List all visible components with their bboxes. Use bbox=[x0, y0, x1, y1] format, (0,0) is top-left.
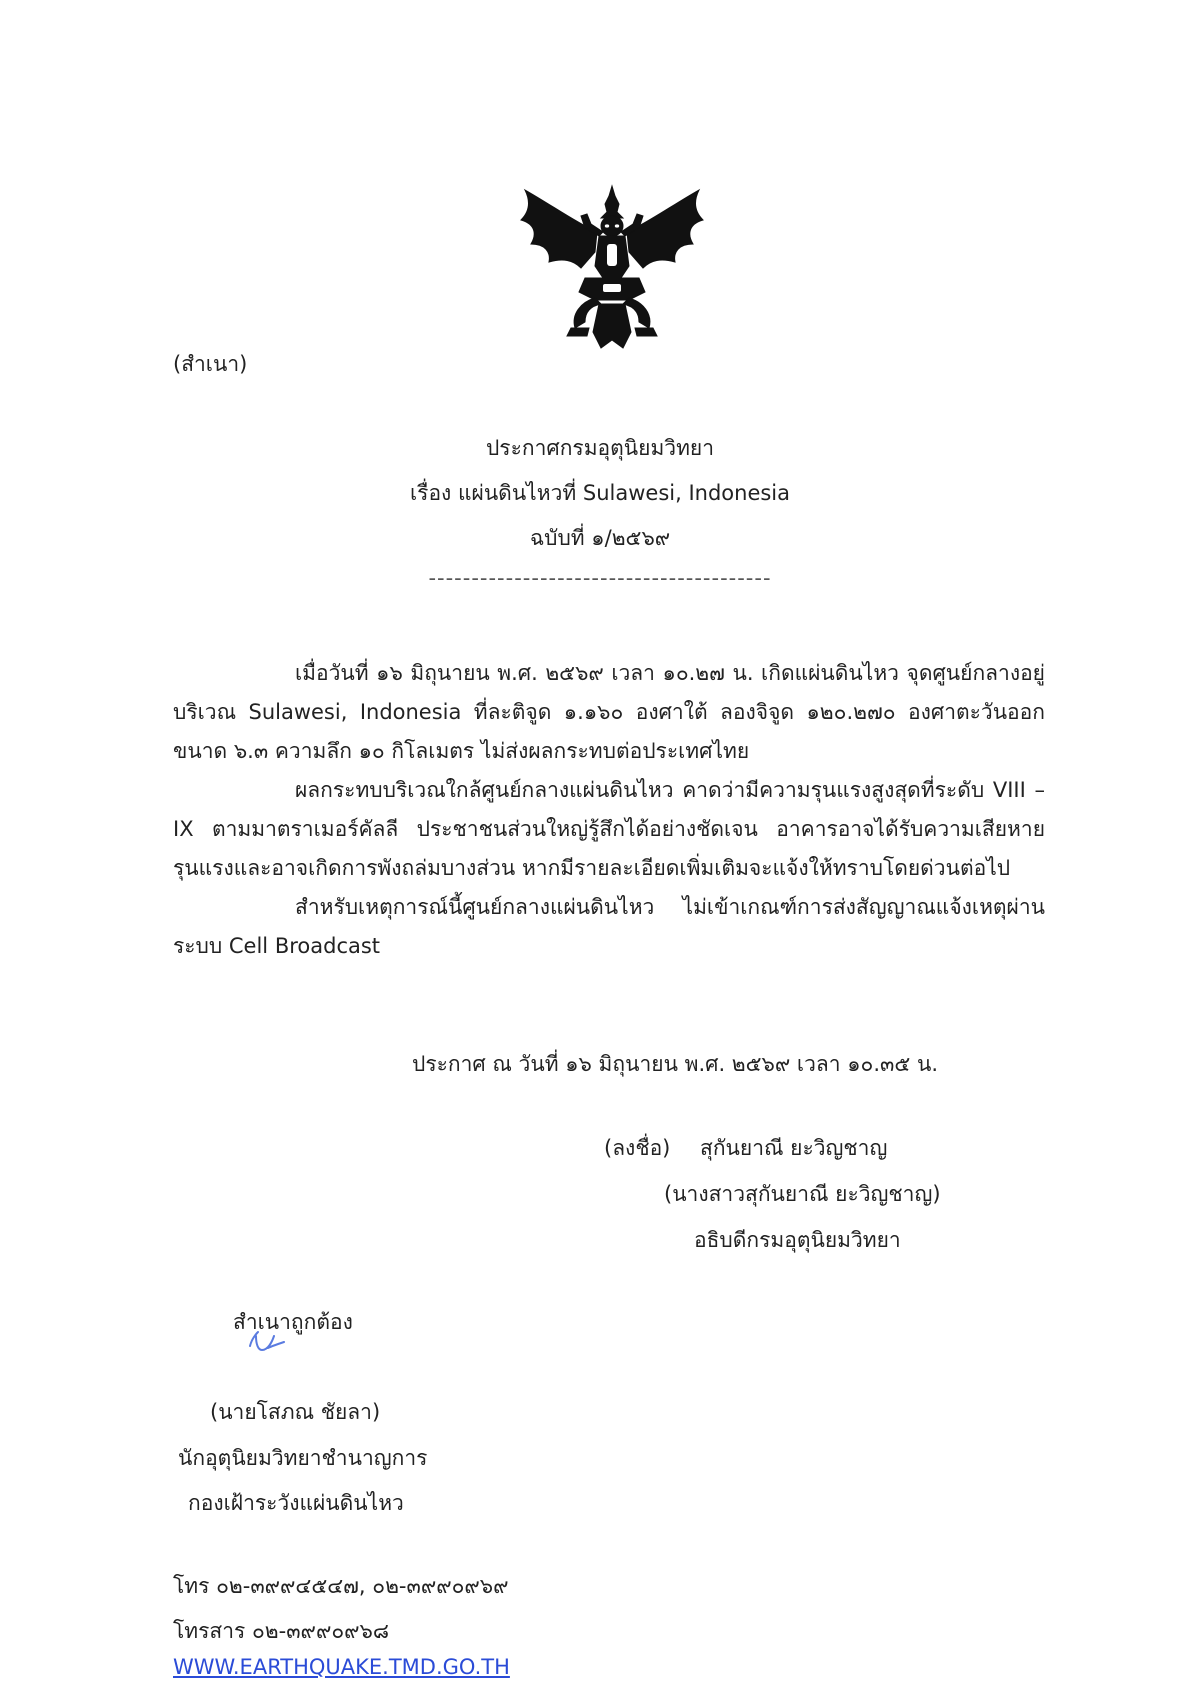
heading-divider: ---------------------------------------- bbox=[428, 566, 772, 590]
website-link[interactable]: WWW.EARTHQUAKE.TMD.GO.TH bbox=[173, 1655, 510, 1679]
body-paragraph-3: สำหรับเหตุการณ์นี้ศูนย์กลางแผ่นดินไหว ไม่เข้าเกณฑ์การส่งสัญญาณแจ้งเหตุผ่านระบบ Cell Broadcast bbox=[173, 895, 1045, 958]
certifier-name: (นายโสภณ ชัยลา) bbox=[210, 1400, 381, 1424]
signatory-name: สุกันยาณี ยะวิญชาญ bbox=[700, 1136, 888, 1160]
certified-copy-label: สำเนาถูกต้อง bbox=[233, 1310, 353, 1334]
signature-label: (ลงชื่อ) bbox=[604, 1136, 671, 1160]
certifier-division: กองเฝ้าระวังแผ่นดินไหว bbox=[188, 1491, 404, 1515]
announcement-subject: เรื่อง แผ่นดินไหวที่ Sulawesi, Indonesia bbox=[409, 481, 791, 505]
contact-fax: โทรสาร ๐๒-๓๙๙๐๙๖๘ bbox=[173, 1619, 390, 1643]
garuda-emblem bbox=[515, 182, 710, 354]
announcement-number: ฉบับที่ ๑/๒๕๖๙ bbox=[529, 526, 671, 550]
announcement-title: ประกาศกรมอุตุนิยมวิทยา bbox=[485, 436, 715, 460]
body-paragraph-2: ผลกระทบบริเวณใกล้ศูนย์กลางแผ่นดินไหว คาดว่ามีความรุนแรงสูงสุดที่ระดับ VIII – IX ตามมาตราเมอร์คัลลี ประชาชนส่วนใหญ่รู้สึกได้อย่างชัดเจน อาคารอาจได้รับความเสียหายรุนแรงและอาจเกิดการพังถล่มบางส่วน หากมีรายละเอียดเพิ่มเติมจะแจ้งให้ทราบโดยด่วนต่อไป bbox=[173, 778, 1045, 880]
signatory-position: อธิบดีกรมอุตุนิยมวิทยา bbox=[694, 1228, 901, 1252]
copy-mark: (สำเนา) bbox=[173, 352, 248, 376]
signatory-full-name: (นางสาวสุกันยาณี ยะวิญชาญ) bbox=[664, 1182, 941, 1206]
handwritten-initial bbox=[244, 1326, 288, 1356]
contact-phone: โทร ๐๒-๓๙๙๔๕๔๗, ๐๒-๓๙๙๐๙๖๙ bbox=[173, 1574, 509, 1598]
certifier-position: นักอุตุนิยมวิทยาชำนาญการ bbox=[178, 1446, 428, 1470]
announce-date: ประกาศ ณ วันที่ ๑๖ มิถุนายน พ.ศ. ๒๕๖๙ เวลา ๑๐.๓๕ น. bbox=[412, 1052, 939, 1076]
body-paragraph-1: เมื่อวันที่ ๑๖ มิถุนายน พ.ศ. ๒๕๖๙ เวลา ๑๐.๒๗ น. เกิดแผ่นดินไหว จุดศูนย์กลางอยู่บริเวณ Sulawesi, Indonesia ที่ละติจูด ๑.๑๖๐ องศาใต้ ลองจิจูด ๑๒๐.๒๗๐ องศาตะวันออก ขนาด ๖.๓ ความลึก ๑๐ กิโลเมตร ไม่ส่งผลกระทบต่อประเทศไทย bbox=[173, 661, 1045, 763]
